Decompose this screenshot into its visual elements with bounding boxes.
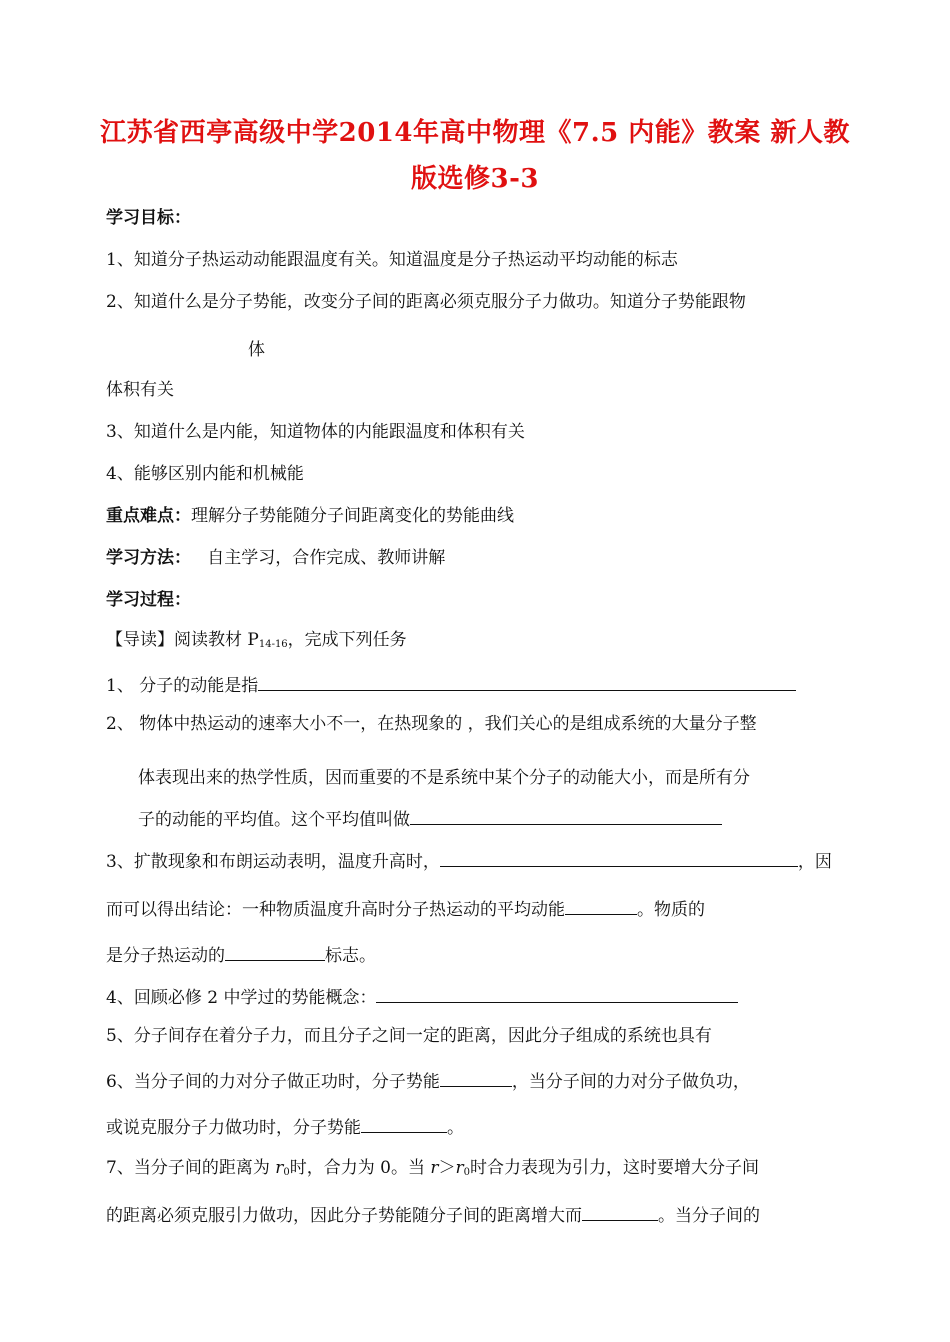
study-method	[106, 546, 850, 570]
gt-symbol: ＞	[438, 1158, 456, 1178]
question-6-line-2	[106, 1114, 850, 1140]
question-5: 5、分子间存在着分子力，而且分子之间一定的距离，因此分子组成的系统也具有	[106, 1026, 712, 1046]
q3-blank-1[interactable]	[440, 848, 798, 867]
question-4	[106, 984, 850, 1010]
key-difficulty	[106, 504, 850, 528]
q7a-text-1: 7、当分子间的距离为	[106, 1158, 276, 1178]
question-1	[106, 672, 850, 698]
question-7-line-1	[106, 1156, 850, 1185]
method-text: 自主学习，合作完成、教师讲解	[207, 548, 446, 568]
question-3-line-1	[106, 848, 850, 874]
goal-1: 1、知道分子热运动动能跟温度有关。知道温度是分子热运动平均动能的标志	[106, 250, 678, 270]
q6b-text: 或说克服分子力做功时，分子势能	[106, 1118, 361, 1138]
guide-pages: 14-16	[258, 639, 288, 650]
q3-blank-2[interactable]	[565, 896, 637, 915]
goal-2: 2、知道什么是分子势能，改变分子间的距离必须克服分子力做功。知道分子势能跟物	[106, 292, 746, 312]
goal-4: 4、能够区别内能和机械能	[106, 464, 304, 484]
q4-text: 4、回顾必修 2 中学过的势能概念：	[106, 988, 377, 1008]
key-label: 重点难点：	[106, 506, 191, 526]
goal-3: 3、知道什么是内能，知道物体的内能跟温度和体积有关	[106, 422, 525, 442]
guide-suffix: ，完成下列任务	[287, 630, 407, 650]
r-symbol-2: r	[430, 1158, 439, 1178]
guide-prefix: 【导读】阅读教材 P	[106, 630, 259, 650]
guide-reading	[106, 628, 850, 657]
title-line-2: 版选修3-3	[411, 164, 539, 194]
method-label: 学习方法：	[106, 548, 191, 568]
question-6-line-1	[106, 1068, 850, 1094]
q7b-tail: 。当分子间的	[658, 1206, 760, 1226]
question-2-line-2: 体表现出来的热学性质，因而重要的不是系统中某个分子的动能大小，而是所有分	[138, 768, 750, 788]
q7a-text-3: 时合力表现为引力，这时要增大分子间	[470, 1158, 760, 1178]
q7b-text: 的距离必须克服引力做功，因此分子势能随分子间的距离增大而	[106, 1206, 582, 1226]
question-3-line-2	[106, 896, 850, 922]
r0-subscript-2: 0	[463, 1167, 471, 1178]
q3c-tail: 标志。	[325, 946, 376, 966]
q3b-text: 而可以得出结论：一种物质温度升高时分子热运动的平均动能	[106, 900, 565, 920]
question-3-line-3	[106, 942, 850, 968]
q6a-tail: ，当分子间的力对分子做负功，	[511, 1072, 750, 1092]
q2-text: 子的动能的平均值。这个平均值叫做	[138, 810, 410, 830]
q2-blank[interactable]	[410, 806, 722, 825]
q1-blank[interactable]	[258, 672, 796, 691]
goal-2-end: 体积有关	[106, 380, 174, 400]
q4-blank[interactable]	[376, 984, 738, 1003]
goal-2-wrap: 体	[248, 340, 265, 360]
q6-blank-1[interactable]	[440, 1068, 512, 1087]
q3c-text: 是分子热运动的	[106, 946, 225, 966]
q3-blank-3[interactable]	[225, 942, 325, 961]
q6a-text: 6、当分子间的力对分子做正功时，分子势能	[106, 1072, 440, 1092]
q6b-tail: 。	[447, 1118, 464, 1138]
q3a-text: 3、扩散现象和布朗运动表明，温度升高时，	[106, 852, 440, 872]
question-7-line-2	[106, 1202, 850, 1228]
question-2-line-3	[138, 806, 850, 832]
goals-heading: 学习目标：	[106, 208, 191, 228]
title-line-1: 江苏省西亭高级中学2014年高中物理《7.5 内能》教案 新人教	[100, 118, 850, 148]
q3a-tail: ，因	[797, 852, 832, 872]
question-2-line-1: 2、 物体中热运动的速率大小不一，在热现象的 ，我们关心的是组成系统的大量分子整	[106, 714, 757, 734]
q6-blank-2[interactable]	[361, 1114, 447, 1133]
q1-text: 1、 分子的动能是指	[106, 676, 259, 696]
r0-symbol: r	[455, 1158, 464, 1178]
r-symbol: r	[275, 1158, 284, 1178]
r0-subscript: 0	[283, 1167, 290, 1178]
q3b-tail: 。物质的	[637, 900, 705, 920]
q7-blank[interactable]	[582, 1202, 658, 1221]
process-heading: 学习过程：	[106, 590, 191, 610]
key-text: 理解分子势能随分子间距离变化的势能曲线	[191, 506, 514, 526]
q7a-text-2: 时，合力为 0。当	[289, 1158, 431, 1178]
